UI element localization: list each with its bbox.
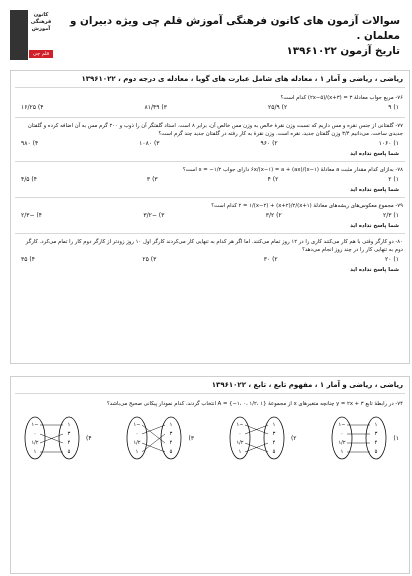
- option-1[interactable]: ۱) ۹: [388, 104, 399, 111]
- question-text: ۸۰- دو کارگر وقتی با هم کار می‌کنند کاری را در ۱۲ روز تمام می‌کنند. اما اگر هر کدام به تنهایی کار می‌کردند کارگر اول ۱۰ روز زودتر از کارگر دوم کار را تمام می‌کرد. کارگر دوم به تنهایی کار را در چند روز انجام می‌دهد؟: [25, 239, 403, 253]
- graduate-figure-icon: [10, 10, 28, 60]
- logo-badge: قلم چی: [29, 50, 53, 58]
- section-function-concept: [10, 376, 410, 574]
- option-1[interactable]: ۱) ۱۰۶۰: [378, 140, 399, 147]
- logo-text: [28, 12, 54, 33]
- section-title: ریاضی ، ریاضی و آمار ۱ ، معادله های شامل عبارت های گویا ، معادله ی درجه دوم ، ۱۳۹۶۱۰۲۲: [81, 75, 403, 83]
- question-76: [11, 94, 409, 111]
- svg-text:۰: ۰: [238, 431, 242, 437]
- question-74-text: ۷۴- در رابطهٔ تابع y = ۲x + ۳ چنانچه متغیرهای x از مجموعهٔ A = {−۱، ۰، ۱/۲، ۱} انتخاب گردند، کدام نمودار پیکانی صحیح می‌باشد؟: [107, 401, 403, 407]
- svg-text:۰: ۰: [33, 431, 37, 437]
- option-4[interactable]: ۴) −۱ ۰ ۱/۲ ۱ ۱ ۳ ۴ ۵: [21, 414, 92, 462]
- svg-text:۱: ۱: [136, 449, 139, 455]
- divider: [15, 87, 405, 88]
- option-3[interactable]: ۳) ۲۵: [142, 256, 157, 263]
- arrow-diagram-4: [21, 414, 83, 462]
- option-1[interactable]: ۱) ۲: [388, 176, 399, 183]
- logo-line-3: آموزش: [31, 26, 51, 32]
- arrow-diagram-2: [226, 414, 288, 462]
- option-3[interactable]: ۳) ۸۱/۴۹: [144, 104, 167, 111]
- question-79: [11, 202, 409, 229]
- option-2[interactable]: ۲) ۴: [267, 176, 279, 183]
- logo-line-1: کانون: [33, 12, 49, 18]
- svg-text:۱: ۱: [67, 422, 71, 428]
- arrow-diagram-3: [123, 414, 185, 462]
- question-text: ۷۸- به‌ازای کدام مقدار مثبت a معادلهٔ (x−۱)/(ax) + ۶x/(x−۱) = a دارای جواب x = −۱/۲ است؟: [182, 167, 403, 173]
- options-row: [11, 212, 409, 219]
- divider: [15, 161, 405, 162]
- kanoon-logo: [10, 10, 54, 60]
- svg-text:۱: ۱: [375, 422, 378, 428]
- svg-text:۳: ۳: [272, 431, 276, 437]
- svg-text:۱/۲: ۱/۲: [338, 440, 346, 446]
- option-3[interactable]: ۳) ۱۰۸۰: [139, 140, 160, 147]
- svg-text:۰: ۰: [341, 431, 344, 437]
- question-78: [11, 166, 409, 193]
- divider: [15, 197, 405, 198]
- no-answer-note: شما پاسخ نداده اید: [350, 187, 399, 193]
- svg-text:−۱: −۱: [236, 422, 244, 428]
- option-4[interactable]: ۴) ۹۸۰: [21, 140, 39, 147]
- option-3[interactable]: ۳) −۱ ۰ ۱/۲ ۱ ۱ ۳ ۴ ۵: [123, 414, 194, 462]
- option-2[interactable]: ۲) −۱ ۰ ۱/۲ ۱ ۱ ۳ ۴ ۵: [226, 414, 297, 462]
- options-row: [11, 104, 409, 111]
- svg-text:۴: ۴: [170, 440, 173, 446]
- page-title: سوالات آزمون های کانون فرهنگی آموزش قلم چی ویژه دبیران و معلمان .: [70, 15, 400, 42]
- question-text: ۷۹- مجموع معکوس‌های ریشه‌های معادلهٔ (x+۱)/۲ = ۱/(x−۲) + (x+۲)/۲ کدام است؟: [211, 203, 403, 209]
- svg-text:−۱: −۱: [31, 422, 39, 428]
- svg-text:۳: ۳: [170, 431, 173, 437]
- exam-date: تاریخ آزمون ۱۳۹۶۱۰۲۲: [286, 45, 400, 57]
- svg-text:۴: ۴: [375, 440, 378, 446]
- svg-text:۱: ۱: [341, 449, 344, 455]
- svg-text:۴: ۴: [272, 440, 276, 446]
- option-4[interactable]: ۴) −۲/۳: [21, 212, 43, 219]
- svg-text:۱: ۱: [170, 422, 173, 428]
- svg-text:۱/۲: ۱/۲: [133, 440, 142, 446]
- svg-text:۳: ۳: [375, 431, 378, 437]
- page-header: [60, 14, 400, 59]
- option-2[interactable]: ۲) ۲۵/۹: [268, 104, 288, 111]
- option-3[interactable]: ۳) ۳: [146, 176, 158, 183]
- options-row: [11, 256, 409, 263]
- divider: [15, 117, 405, 118]
- option-1[interactable]: ۱) ۲/۳: [383, 212, 399, 219]
- question-77: [11, 122, 409, 157]
- option-2[interactable]: ۲) ۹۶۰: [260, 140, 278, 147]
- options-row: [11, 140, 409, 147]
- svg-text:۱: ۱: [238, 449, 242, 455]
- option-2[interactable]: ۲) ۳/۲: [265, 212, 282, 219]
- question-text: ۷۶- مربع جواب معادلهٔ ۳ = (x+۳)/(۲x−۵) کدام است؟: [280, 95, 403, 101]
- svg-text:۵: ۵: [272, 449, 276, 455]
- arrow-diagram-1: [328, 414, 390, 462]
- question-text: ۷۷- گلفتانی از جنس نقره و مس داریم که نسبت وزن نقرهٔ خالص به وزن مس خالص آن، برابر ۸ است. استاد گلفتگر آن را ذوب و ۲۰۰ گرم مس به آن اضافه کرده و گلفتان جدیدی ساخت. می‌دانیم ۳/۴ وزن گلفتان جدید، نقره است. وزن نقرهٔ به کار رفته در گلفتان جدید چند گرم است؟: [27, 123, 403, 137]
- svg-text:۱/۲: ۱/۲: [236, 440, 244, 446]
- svg-text:۴: ۴: [67, 440, 71, 446]
- option-1[interactable]: ۱) ۲۰: [385, 256, 399, 263]
- svg-text:۰: ۰: [136, 431, 139, 437]
- divider: [15, 233, 405, 234]
- section-title: ریاضی ، ریاضی و آمار ۱ ، مفهوم تابع ، تابع ، ۱۳۹۶۱۰۲۲: [211, 381, 403, 389]
- svg-text:۵: ۵: [375, 449, 378, 455]
- svg-text:−۱: −۱: [338, 422, 346, 428]
- no-answer-note: شما پاسخ نداده اید: [350, 267, 399, 273]
- svg-text:۱: ۱: [33, 449, 37, 455]
- option-4[interactable]: ۴) ۱۶/۲۵: [21, 104, 44, 111]
- option-2[interactable]: ۲) ۳۰: [263, 256, 278, 263]
- svg-text:۵: ۵: [170, 449, 173, 455]
- svg-text:۳: ۳: [67, 431, 71, 437]
- logo-line-2: فرهنگی: [30, 19, 52, 25]
- no-answer-note: شما پاسخ نداده اید: [350, 223, 399, 229]
- arrow-diagram-options: [11, 408, 409, 462]
- svg-text:−۱: −۱: [134, 422, 141, 428]
- options-row: [11, 176, 409, 183]
- question-80: [11, 238, 409, 273]
- no-answer-note: شما پاسخ نداده اید: [350, 151, 399, 157]
- option-1[interactable]: ۱) −۱ ۰ ۱/۲ ۱ ۱ ۳ ۴ ۵: [328, 414, 399, 462]
- svg-text:۵: ۵: [67, 449, 71, 455]
- page: [4, 4, 408, 572]
- divider: [15, 393, 405, 394]
- option-4[interactable]: ۴) ۳۵: [21, 256, 35, 263]
- option-4[interactable]: ۴) ۴/۵: [21, 176, 37, 183]
- svg-text:۱: ۱: [272, 422, 276, 428]
- option-3[interactable]: ۳) −۳/۲: [143, 212, 165, 219]
- section-rational-equations: [10, 70, 410, 364]
- svg-text:۱/۲: ۱/۲: [31, 440, 39, 446]
